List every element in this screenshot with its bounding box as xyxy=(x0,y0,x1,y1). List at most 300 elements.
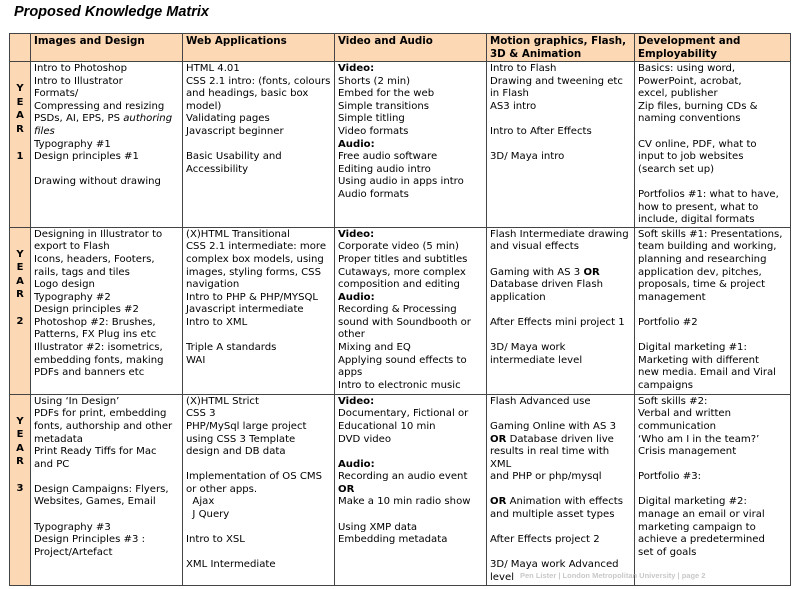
cell-text: 3D/ Maya intro xyxy=(490,151,565,163)
cell-line xyxy=(638,229,787,242)
column-header: Video and Audio xyxy=(335,34,487,62)
cell-text: OR xyxy=(490,433,507,445)
cell-line xyxy=(490,63,631,76)
cell-text: Cutaways, more complex xyxy=(338,266,466,278)
cell-line xyxy=(490,534,631,547)
cell-text: Soft skills #2: xyxy=(638,395,708,407)
cell-line xyxy=(490,471,631,484)
cell-line xyxy=(638,113,787,126)
year-label-char: Y xyxy=(16,248,24,260)
cell-text: Corporate video (5 min) xyxy=(338,241,459,253)
cell-line xyxy=(638,214,787,227)
cell-text: OR xyxy=(490,496,507,508)
cell-text: Design principles #1 xyxy=(34,151,139,163)
year-label-char: E xyxy=(16,262,24,274)
cell-text: Embed for the web xyxy=(338,88,435,100)
cell-line xyxy=(34,279,179,292)
cell-line xyxy=(638,522,787,535)
header-row xyxy=(10,34,791,62)
cell-line xyxy=(490,304,631,317)
cell-line xyxy=(186,522,331,535)
cell-text: Flash Advanced use xyxy=(490,395,591,407)
cell-line xyxy=(186,151,331,164)
cell-text: Accessibility xyxy=(186,163,249,175)
cell-text: set of goals xyxy=(638,546,697,558)
cell-text: Triple A standards xyxy=(186,342,277,354)
cell-text: Portfolios #1: what to have, xyxy=(638,188,779,200)
cell-text: Video: xyxy=(338,228,375,240)
cell-line xyxy=(34,254,179,267)
cell-text: WAI xyxy=(186,354,206,366)
cell-text: Video formats xyxy=(338,125,409,137)
cell-line xyxy=(638,279,787,292)
cell-line xyxy=(186,355,331,368)
cell-text: Designing in Illustrator to xyxy=(34,228,163,240)
column-header: Images and Design xyxy=(31,34,183,62)
cell-line xyxy=(638,63,787,76)
cell-text: Compressing and resizing xyxy=(34,100,165,112)
cell-line xyxy=(338,88,483,101)
cell-line xyxy=(34,113,179,126)
cell-text: Audio: xyxy=(338,458,375,470)
cell-line xyxy=(638,151,787,164)
cell-text: Project/Artefact xyxy=(34,546,113,558)
cell-text: Typography #1 xyxy=(34,138,111,150)
year-label-char: R xyxy=(16,289,24,301)
cell-line xyxy=(338,139,483,152)
cell-line xyxy=(34,408,179,421)
cell-text-emphasis: Database driven live xyxy=(506,433,614,445)
cell-text: Ajax xyxy=(186,496,215,508)
cell-line xyxy=(338,164,483,177)
cell-text: Digital marketing #1: xyxy=(638,342,747,354)
cell-line xyxy=(34,126,179,139)
cell-line xyxy=(638,380,787,393)
cell-line xyxy=(638,434,787,447)
cell-line xyxy=(186,459,331,472)
cell-text: Icons, headers, Footers, xyxy=(34,253,155,265)
cell-text: Design Principles #3 : xyxy=(34,534,146,546)
cell-line xyxy=(34,534,179,547)
cell-line xyxy=(338,76,483,89)
year-label-char: A xyxy=(16,275,24,287)
cell-line xyxy=(490,76,631,89)
column-header: Development and Employability xyxy=(635,34,791,62)
cell-line xyxy=(186,76,331,89)
cell-line xyxy=(186,421,331,434)
year-label-cell xyxy=(10,62,31,228)
column-header: Web Applications xyxy=(183,34,335,62)
cell-text: and PC xyxy=(34,458,70,470)
cell-line xyxy=(338,471,483,484)
cell-text: Applying sound effects to xyxy=(338,354,467,366)
cell-text: Patterns, FX Plug ins etc xyxy=(34,329,157,341)
cell-line xyxy=(338,509,483,522)
cell-text: and multiple asset types xyxy=(490,509,615,521)
cell-text: communication xyxy=(638,420,717,432)
cell-text: rails, tags and tiles xyxy=(34,266,130,278)
cell-text: Javascript beginner xyxy=(186,125,284,137)
year-label-char: E xyxy=(16,96,24,108)
matrix-cell xyxy=(183,394,335,585)
cell-text: Basic Usability and xyxy=(186,151,282,163)
cell-text: ‘Who am I in the team?’ xyxy=(638,433,760,445)
cell-line xyxy=(34,459,179,472)
cell-line xyxy=(186,509,331,522)
cell-line xyxy=(638,547,787,560)
cell-text: and headings, basic box xyxy=(186,88,309,100)
cell-line xyxy=(186,101,331,114)
cell-line xyxy=(34,446,179,459)
cell-text: PDFs and banners etc xyxy=(34,367,145,379)
year-label-char: 2 xyxy=(16,316,24,328)
cell-text: Design Campaigns: Flyers, xyxy=(34,483,169,495)
cell-line xyxy=(34,267,179,280)
cell-line xyxy=(338,126,483,139)
cell-line xyxy=(186,304,331,317)
cell-text: Intro to Illustrator xyxy=(34,75,123,87)
matrix-cell xyxy=(487,394,635,585)
matrix-cell xyxy=(31,62,183,228)
cell-text: new media. Email and Viral xyxy=(638,367,776,379)
cell-line xyxy=(490,317,631,330)
cell-line xyxy=(338,459,483,472)
cell-line xyxy=(638,202,787,215)
cell-text: export to Flash xyxy=(34,241,110,253)
cell-line xyxy=(186,164,331,177)
cell-line xyxy=(638,189,787,202)
year-label-char: Y xyxy=(16,415,24,427)
cell-line xyxy=(338,534,483,547)
cell-text: Websites, Games, Email xyxy=(34,496,156,508)
matrix-cell xyxy=(635,394,791,585)
cell-line xyxy=(186,317,331,330)
cell-line xyxy=(490,254,631,267)
cell-text: Using XMP data xyxy=(338,521,418,533)
cell-text: PowerPoint, acrobat, xyxy=(638,75,742,87)
cell-line xyxy=(34,367,179,380)
cell-line xyxy=(338,446,483,459)
cell-text: Intro to PHP & PHP/MYSQL xyxy=(186,291,319,303)
cell-line xyxy=(338,522,483,535)
cell-line xyxy=(34,484,179,497)
cell-text: Digital marketing #2: xyxy=(638,496,747,508)
cell-line xyxy=(490,484,631,497)
cell-line xyxy=(638,408,787,421)
cell-text: Proper titles and subtitles xyxy=(338,253,468,265)
cell-line xyxy=(638,471,787,484)
cell-text: composition and editing xyxy=(338,279,460,291)
cell-line xyxy=(638,355,787,368)
cell-line xyxy=(34,496,179,509)
year-label-cell xyxy=(10,394,31,585)
cell-line xyxy=(338,329,483,342)
cell-text: Using ‘In Design’ xyxy=(34,395,120,407)
cell-text: sound with Soundbooth or xyxy=(338,316,471,328)
cell-text: DVD video xyxy=(338,433,392,445)
cell-text: CSS 2.1 intermediate: more xyxy=(186,241,327,253)
cell-text: Crisis management xyxy=(638,446,737,458)
cell-line xyxy=(490,241,631,254)
cell-text: Portfolio #3: xyxy=(638,471,702,483)
cell-line xyxy=(34,139,179,152)
cell-line xyxy=(338,189,483,202)
cell-text: using CSS 3 Template xyxy=(186,433,296,445)
cell-line xyxy=(34,342,179,355)
cell-text: Photoshop #2: Brushes, xyxy=(34,316,156,328)
cell-text: files xyxy=(34,125,55,137)
cell-text: model) xyxy=(186,100,222,112)
year-label-cell xyxy=(10,227,31,394)
cell-line xyxy=(186,267,331,280)
cell-text: Drawing without drawing xyxy=(34,176,161,188)
cell-line xyxy=(638,496,787,509)
cell-line xyxy=(186,396,331,409)
cell-line xyxy=(34,355,179,368)
cell-text: campaigns xyxy=(638,379,694,391)
cell-line xyxy=(638,367,787,380)
cell-text: Formats/ xyxy=(34,88,79,100)
cell-line xyxy=(34,396,179,409)
cell-line xyxy=(186,241,331,254)
cell-line xyxy=(638,292,787,305)
cell-line xyxy=(338,101,483,114)
year-row xyxy=(10,62,791,228)
matrix-cell xyxy=(183,227,335,394)
cell-text: images, styling forms, CSS xyxy=(186,266,321,278)
cell-text: Recording an audio event xyxy=(338,471,468,483)
column-header: Motion graphics, Flash, 3D & Animation xyxy=(487,34,635,62)
cell-line xyxy=(338,355,483,368)
cell-line xyxy=(338,229,483,242)
cell-text: Intro to Photoshop xyxy=(34,63,128,74)
cell-text: Editing audio intro xyxy=(338,163,431,175)
cell-line xyxy=(34,509,179,522)
cell-line xyxy=(186,342,331,355)
cell-text: results in real time with XML xyxy=(490,446,613,470)
cell-text: After Effects mini project 1 xyxy=(490,316,625,328)
cell-text: Intro to After Effects xyxy=(490,125,592,137)
cell-line xyxy=(34,292,179,305)
cell-line xyxy=(186,471,331,484)
cell-text: Flash Intermediate drawing xyxy=(490,228,629,240)
cell-text: HTML 4.01 xyxy=(186,63,240,74)
cell-text: (X)HTML Transitional xyxy=(186,228,290,240)
cell-text: Audio: xyxy=(338,291,375,303)
cell-text: Portfolio #2 xyxy=(638,316,698,328)
cell-line xyxy=(338,151,483,164)
cell-line xyxy=(638,342,787,355)
cell-line xyxy=(338,113,483,126)
cell-text: J Query xyxy=(186,509,230,521)
cell-text: Verbal and written xyxy=(638,408,732,420)
cell-line xyxy=(34,164,179,177)
cell-text: design and DB data xyxy=(186,446,286,458)
cell-line xyxy=(490,522,631,535)
cell-line xyxy=(34,241,179,254)
cell-text: embedding fonts, making xyxy=(34,354,164,366)
cell-line xyxy=(638,459,787,472)
cell-text: CSS 3 xyxy=(186,408,216,420)
cell-line xyxy=(490,329,631,342)
cell-text: Implementation of OS CMS xyxy=(186,471,323,483)
cell-text: naming conventions xyxy=(638,113,741,125)
cell-text: Audio: xyxy=(338,138,375,150)
cell-text: Javascript intermediate xyxy=(186,304,304,316)
cell-line xyxy=(186,547,331,560)
cell-line xyxy=(34,151,179,164)
matrix-cell xyxy=(31,227,183,394)
cell-text: AS3 intro xyxy=(490,100,537,112)
year-row xyxy=(10,227,791,394)
cell-text-emphasis: OR xyxy=(583,266,600,278)
cell-text: Print Ready Tiffs for Mac xyxy=(34,446,157,458)
cell-line xyxy=(490,421,631,434)
cell-text: Intro to XSL xyxy=(186,534,245,546)
cell-text: Marketing with different xyxy=(638,354,760,366)
cell-line xyxy=(338,292,483,305)
year-label-char xyxy=(15,469,25,483)
cell-text: After Effects project 2 xyxy=(490,534,600,546)
cell-line xyxy=(638,139,787,152)
corner-cell xyxy=(10,34,31,62)
cell-line xyxy=(34,176,179,189)
year-label-char: E xyxy=(16,429,24,441)
cell-text-emphasis: authoring xyxy=(123,113,173,125)
cell-line xyxy=(638,421,787,434)
cell-text: Intro to Flash xyxy=(490,63,557,74)
cell-text: Make a 10 min radio show xyxy=(338,496,471,508)
cell-line xyxy=(34,63,179,76)
cell-line xyxy=(638,509,787,522)
cell-text: level xyxy=(490,572,515,584)
cell-text: Validating pages xyxy=(186,113,270,125)
cell-text: Using audio in apps intro xyxy=(338,176,464,188)
cell-text: (search set up) xyxy=(638,163,715,175)
cell-text: complex box models, using xyxy=(186,253,324,265)
cell-text: Recording & Processing xyxy=(338,304,457,316)
cell-line xyxy=(638,101,787,114)
cell-line xyxy=(34,434,179,447)
matrix-cell xyxy=(335,62,487,228)
cell-text: navigation xyxy=(186,279,240,291)
cell-text: other xyxy=(338,329,365,341)
cell-line xyxy=(638,396,787,409)
cell-text: Shorts (2 min) xyxy=(338,75,411,87)
cell-line xyxy=(34,522,179,535)
cell-text: include, digital formats xyxy=(638,214,755,226)
page-footer: Pen Lister | London Metropolitan University | page 2 xyxy=(520,571,706,580)
cell-line xyxy=(338,176,483,189)
cell-text: 3D/ Maya work xyxy=(490,342,566,354)
cell-text: fonts, authorship and other xyxy=(34,420,173,432)
year-label-char: 1 xyxy=(16,150,24,162)
cell-text: planning and researching xyxy=(638,253,767,265)
cell-line xyxy=(186,279,331,292)
cell-text: or other apps. xyxy=(186,483,258,495)
cell-text: marketing campaign to xyxy=(638,521,756,533)
cell-line xyxy=(338,342,483,355)
cell-line xyxy=(338,317,483,330)
cell-text: PHP/MySql large project xyxy=(186,420,307,432)
cell-line xyxy=(490,342,631,355)
cell-line xyxy=(490,292,631,305)
matrix-cell xyxy=(183,62,335,228)
matrix-cell xyxy=(635,62,791,228)
cell-line xyxy=(34,304,179,317)
cell-text: Basics: using word, xyxy=(638,63,736,74)
cell-line xyxy=(490,355,631,368)
cell-text: team building and working, xyxy=(638,241,777,253)
cell-line xyxy=(638,88,787,101)
cell-line xyxy=(638,329,787,342)
cell-line xyxy=(34,471,179,484)
cell-line xyxy=(338,279,483,292)
cell-text: metadata xyxy=(34,433,83,445)
year-label-char: Y xyxy=(16,83,24,94)
cell-text: PDFs for print, embedding xyxy=(34,408,167,420)
cell-line xyxy=(338,421,483,434)
cell-text: and visual effects xyxy=(490,241,579,253)
cell-text: (X)HTML Strict xyxy=(186,395,259,407)
matrix-cell xyxy=(635,227,791,394)
cell-line xyxy=(34,76,179,89)
cell-line xyxy=(490,434,631,447)
cell-line xyxy=(338,367,483,380)
cell-line xyxy=(186,292,331,305)
cell-line xyxy=(186,63,331,76)
cell-line xyxy=(186,329,331,342)
cell-line xyxy=(338,254,483,267)
cell-line xyxy=(490,229,631,242)
cell-line xyxy=(490,101,631,114)
year-label-char: A xyxy=(16,442,24,454)
cell-line xyxy=(638,317,787,330)
cell-text: Database driven Flash xyxy=(490,279,603,291)
cell-text: Video: xyxy=(338,63,375,74)
cell-text: Documentary, Fictional or xyxy=(338,408,469,420)
cell-text: Design principles #2 xyxy=(34,304,139,316)
cell-text: Free audio software xyxy=(338,151,438,163)
cell-line xyxy=(490,509,631,522)
cell-text: Simple transitions xyxy=(338,100,430,112)
cell-text: Intro to electronic music xyxy=(338,379,461,391)
cell-line xyxy=(638,534,787,547)
cell-text: Intro to XML xyxy=(186,316,248,328)
cell-line xyxy=(338,408,483,421)
cell-line xyxy=(338,241,483,254)
cell-line xyxy=(34,329,179,342)
cell-line xyxy=(638,176,787,189)
cell-line xyxy=(338,434,483,447)
matrix-cell xyxy=(31,394,183,585)
cell-text: input to job websites xyxy=(638,151,744,163)
cell-text-emphasis: Animation with effects xyxy=(506,496,623,508)
cell-line xyxy=(638,241,787,254)
cell-text: Typography #2 xyxy=(34,291,111,303)
cell-line xyxy=(186,229,331,242)
cell-line xyxy=(638,304,787,317)
cell-line xyxy=(490,88,631,101)
cell-text: Gaming with AS 3 xyxy=(490,266,584,278)
cell-text: Typography #3 xyxy=(34,521,111,533)
cell-line xyxy=(638,484,787,497)
year-label-char: R xyxy=(16,123,24,135)
matrix-cell xyxy=(335,394,487,585)
cell-text: Gaming Online with AS 3 xyxy=(490,420,616,432)
cell-text: Logo design xyxy=(34,279,95,291)
cell-line xyxy=(638,126,787,139)
